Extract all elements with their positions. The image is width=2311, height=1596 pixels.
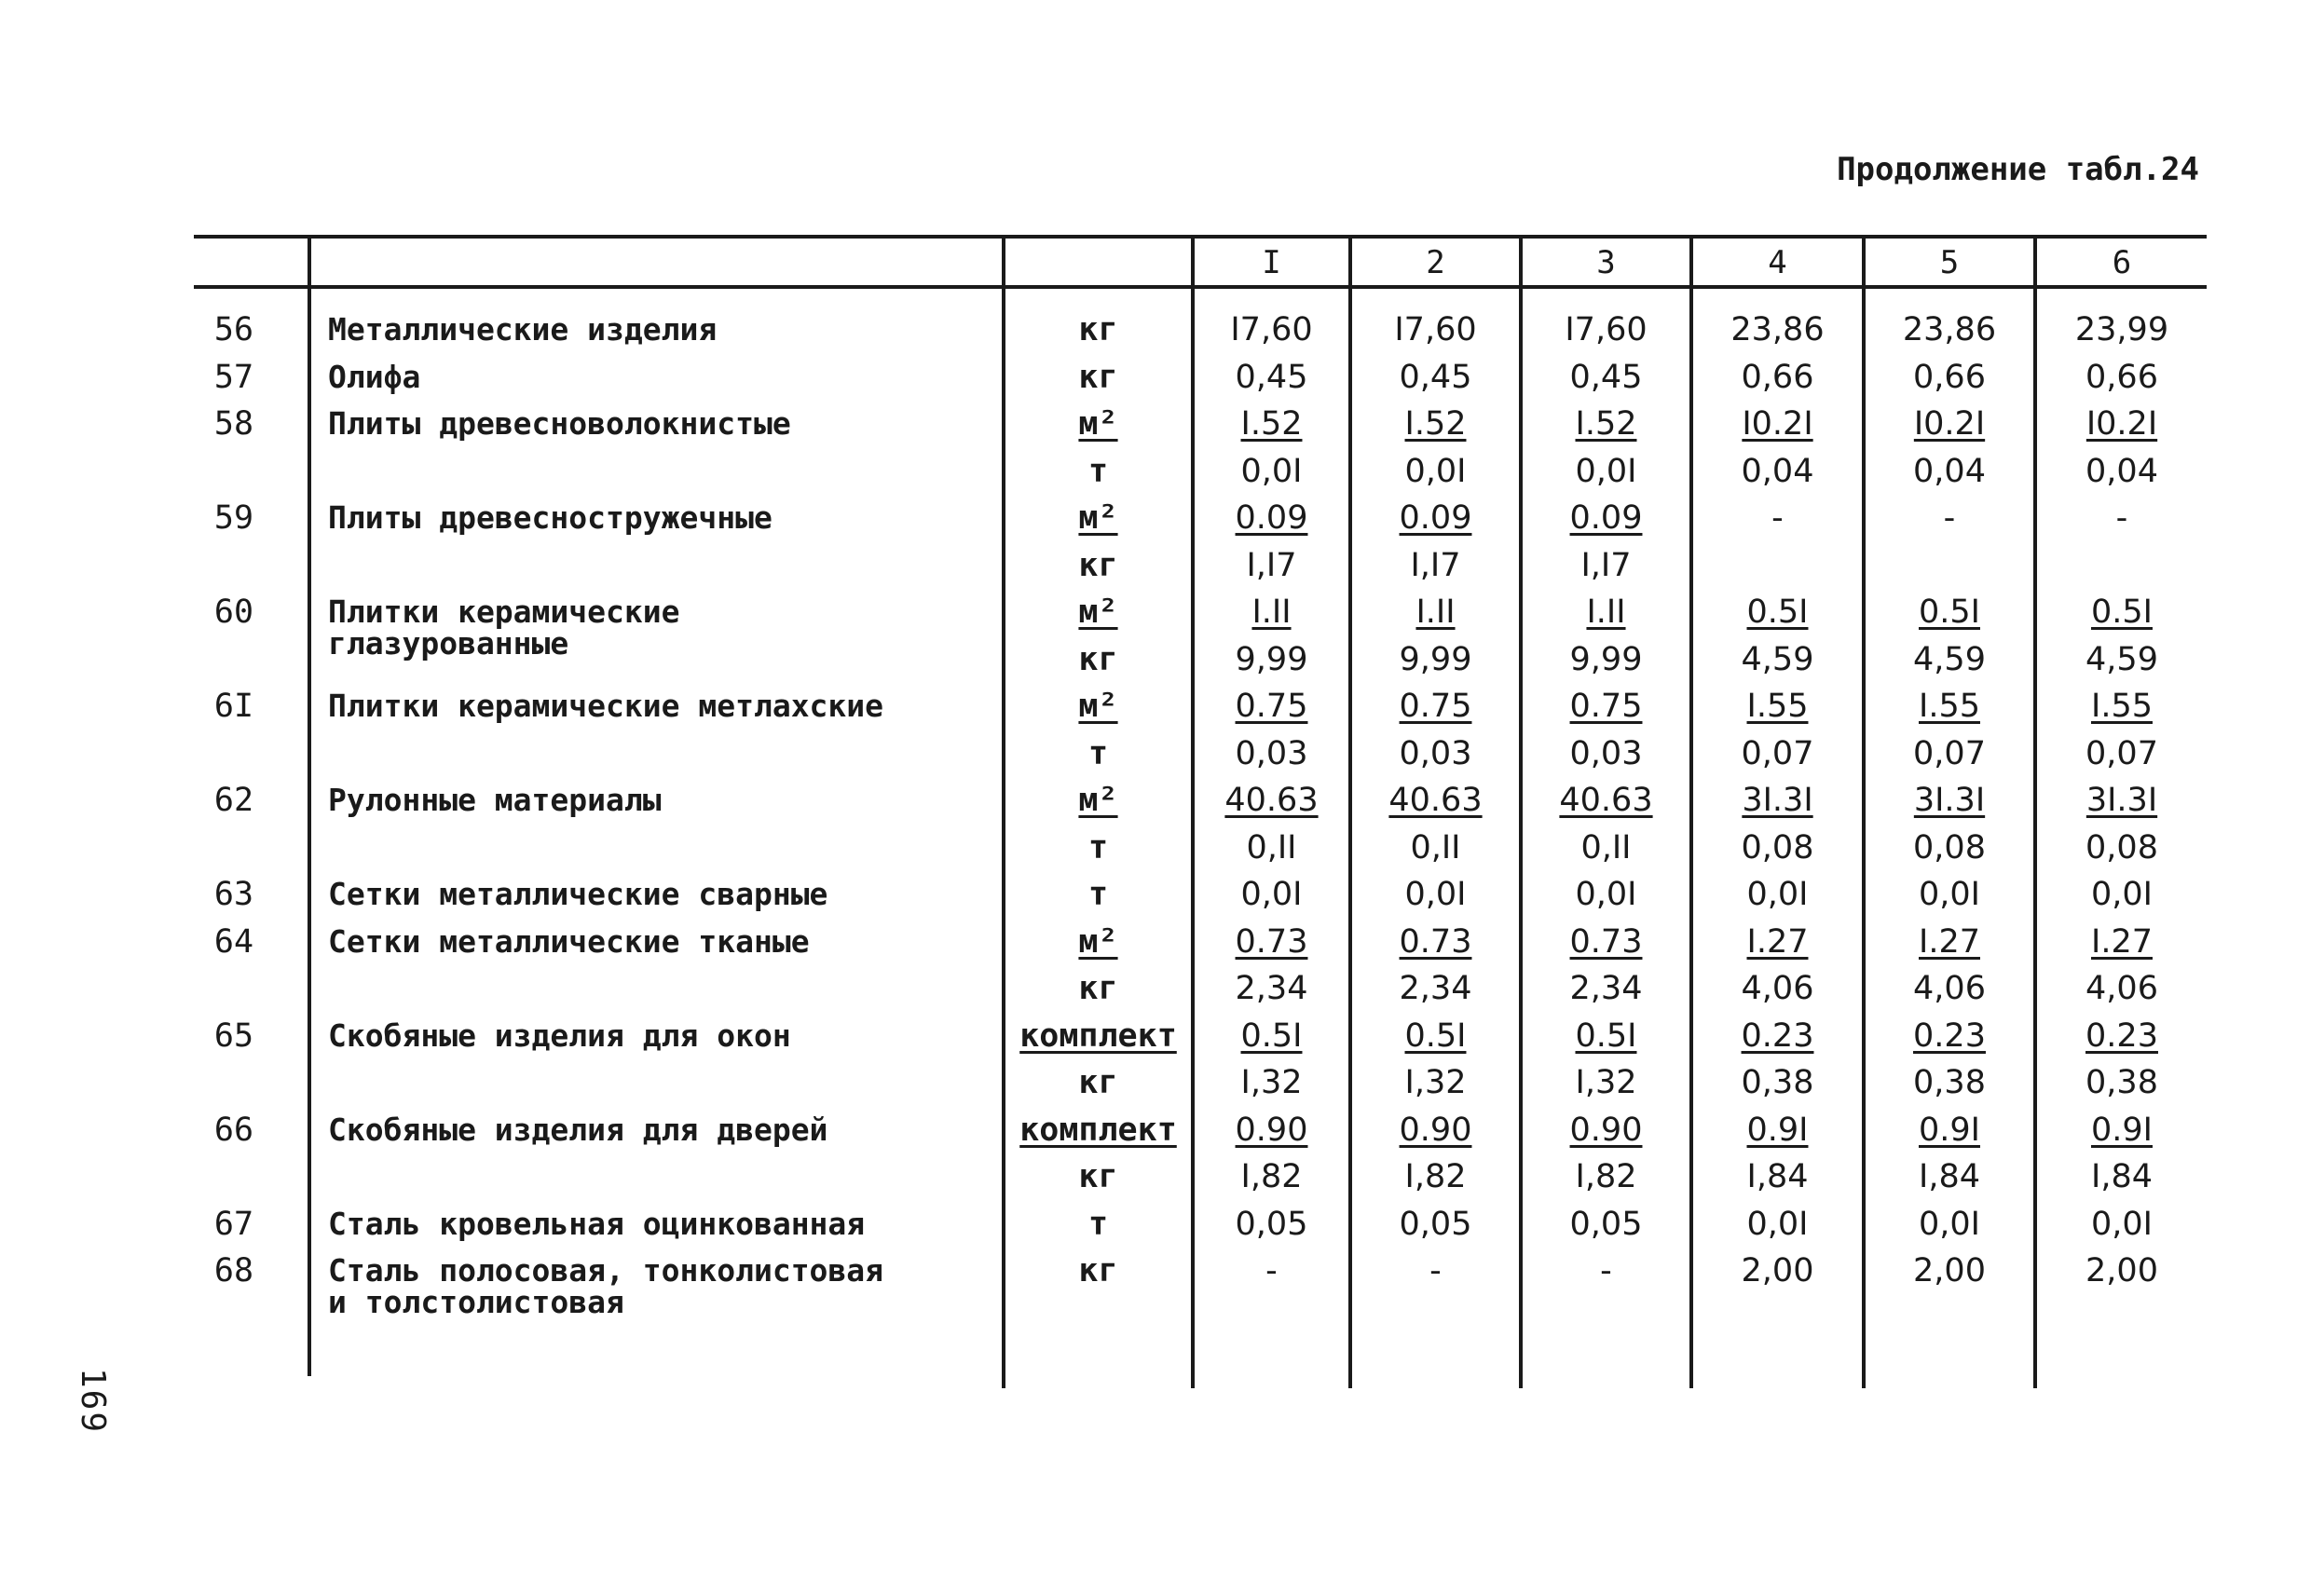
row-number: 67: [213, 1206, 254, 1243]
value-cell: 0.5I: [2091, 593, 2153, 631]
value-cell: I.27: [1746, 923, 1809, 961]
value-cell: I0.2I: [1913, 405, 1986, 443]
row-number: 59: [213, 499, 254, 537]
material-name: Металлические изделия: [328, 311, 718, 348]
value-cell: 0,04: [1913, 453, 1986, 490]
value-cell: 0,07: [1913, 735, 1986, 772]
value-cell: 23,99: [2074, 311, 2169, 348]
value-cell: I,I7: [1246, 547, 1297, 584]
value-cell: 4,59: [1741, 641, 1814, 678]
value-cell: 0.73: [1399, 923, 1472, 961]
value-cell: I.27: [1919, 923, 1980, 961]
value-cell: 0.9I: [2091, 1112, 2153, 1149]
row-number: 62: [213, 782, 254, 819]
unit-of-measure: т: [1087, 453, 1109, 490]
value-cell: I,32: [1575, 1064, 1637, 1101]
value-cell: -: [1771, 499, 1784, 537]
value-cell: 0,08: [1741, 829, 1814, 866]
value-cell: 0.23: [2085, 1017, 2158, 1055]
value-cell: 0,0I: [1575, 453, 1637, 490]
row-number: 64: [213, 923, 254, 961]
value-cell: I.II: [1415, 593, 1456, 631]
value-cell: I.II: [1251, 593, 1292, 631]
table-caption: Продолжение табл.24: [1837, 151, 2199, 188]
value-cell: 0,0I: [1240, 876, 1303, 913]
value-cell: I,82: [1240, 1158, 1303, 1195]
value-cell: 0,66: [1741, 359, 1814, 396]
unit-of-measure: т: [1087, 829, 1109, 866]
value-cell: I.52: [1404, 405, 1467, 443]
value-cell: 0.5I: [1240, 1017, 1303, 1055]
value-cell: 0,II: [1246, 829, 1297, 866]
value-cell: 0,03: [1569, 735, 1643, 772]
value-cell: 0.5I: [1919, 593, 1980, 631]
value-cell: 0,07: [2085, 735, 2158, 772]
unit-of-measure: кг: [1078, 359, 1118, 396]
value-cell: I,I7: [1410, 547, 1461, 584]
value-cell: 0,0I: [1919, 1206, 1980, 1243]
value-cell: I7,60: [1230, 311, 1313, 348]
unit-of-measure: т: [1087, 735, 1109, 772]
column-header-1: I: [1262, 244, 1281, 281]
value-cell: 0,66: [1913, 359, 1986, 396]
value-cell: 0,08: [1913, 829, 1986, 866]
value-cell: 0,0I: [1746, 1206, 1809, 1243]
value-cell: 0.73: [1569, 923, 1643, 961]
value-cell: 0,05: [1235, 1206, 1308, 1243]
row-number: 60: [213, 593, 254, 631]
value-cell: -: [2115, 499, 2128, 537]
value-cell: 0.75: [1569, 688, 1643, 725]
material-name: Плитки керамические метлахские: [328, 688, 884, 724]
material-name: Сталь полосовая, тонколистовая и толстолистовая: [328, 1252, 884, 1320]
material-name: Сталь кровельная оцинкованная: [328, 1206, 866, 1242]
value-cell: I0.2I: [1742, 405, 1813, 443]
material-name: Скобяные изделия для окон: [328, 1017, 791, 1054]
unit-of-measure: комплект: [1019, 1017, 1177, 1055]
value-cell: 3I.3I: [1742, 782, 1813, 819]
value-cell: 4,06: [1913, 970, 1986, 1007]
value-cell: I,I7: [1580, 547, 1632, 584]
unit-of-measure: м²: [1078, 782, 1118, 819]
value-cell: 0,04: [1741, 453, 1814, 490]
column-header-4: 4: [1768, 244, 1787, 281]
value-cell: 0,0I: [1746, 876, 1809, 913]
value-cell: 0,0I: [1404, 876, 1467, 913]
unit-of-measure: м²: [1078, 593, 1118, 631]
value-cell: 0,07: [1741, 735, 1814, 772]
unit-of-measure: т: [1087, 1206, 1109, 1243]
value-cell: I7,60: [1565, 311, 1648, 348]
value-cell: 0,II: [1410, 829, 1461, 866]
value-cell: 9,99: [1399, 641, 1472, 678]
row-number: 68: [213, 1252, 254, 1289]
unit-of-measure: кг: [1078, 311, 1118, 348]
material-name: Олифа: [328, 359, 421, 395]
value-cell: I,84: [2091, 1158, 2153, 1195]
value-cell: 0,45: [1569, 359, 1643, 396]
value-cell: I.55: [2091, 688, 2153, 725]
page-number: 169: [74, 1368, 112, 1435]
unit-of-measure: м²: [1078, 405, 1118, 443]
unit-of-measure: м²: [1078, 923, 1118, 961]
row-number: 6I: [213, 688, 254, 725]
value-cell: 4,59: [2085, 641, 2158, 678]
unit-of-measure: кг: [1078, 1064, 1118, 1101]
value-cell: 0,38: [1741, 1064, 1814, 1101]
column-header-3: 3: [1596, 244, 1616, 281]
value-cell: 2,34: [1569, 970, 1643, 1007]
value-cell: I,84: [1919, 1158, 1980, 1195]
value-cell: -: [1600, 1252, 1612, 1289]
value-cell: I0.2I: [2085, 405, 2158, 443]
value-cell: I.55: [1746, 688, 1809, 725]
value-cell: 0,0I: [1404, 453, 1467, 490]
value-cell: 0.23: [1913, 1017, 1986, 1055]
row-number: 56: [213, 311, 254, 348]
value-cell: 0,0I: [2091, 1206, 2153, 1243]
value-cell: 0,03: [1399, 735, 1472, 772]
value-cell: 0,05: [1399, 1206, 1472, 1243]
unit-of-measure: кг: [1078, 641, 1118, 678]
value-cell: I,32: [1404, 1064, 1467, 1101]
value-cell: 0.90: [1235, 1112, 1308, 1149]
value-cell: 4,06: [2085, 970, 2158, 1007]
unit-of-measure: комплект: [1019, 1112, 1177, 1149]
value-cell: 0,45: [1235, 359, 1308, 396]
unit-of-measure: кг: [1078, 970, 1118, 1007]
value-cell: 0,66: [2085, 359, 2158, 396]
value-cell: 0.09: [1569, 499, 1643, 537]
value-cell: 0.75: [1235, 688, 1308, 725]
value-cell: 40.63: [1224, 782, 1319, 819]
value-cell: I,32: [1240, 1064, 1303, 1101]
value-cell: 0.5I: [1404, 1017, 1467, 1055]
value-cell: 2,00: [2085, 1252, 2158, 1289]
value-cell: I.II: [1586, 593, 1626, 631]
unit-of-measure: м²: [1078, 499, 1118, 537]
value-cell: 4,59: [1913, 641, 1986, 678]
column-header-6: 6: [2112, 244, 2132, 281]
material-name: Сетки металлические сварные: [328, 876, 828, 912]
value-cell: 0,0I: [1575, 876, 1637, 913]
value-cell: -: [1943, 499, 1956, 537]
value-cell: 0,38: [2085, 1064, 2158, 1101]
value-cell: 2,34: [1399, 970, 1472, 1007]
row-number: 66: [213, 1112, 254, 1149]
unit-of-measure: кг: [1078, 1252, 1118, 1289]
material-name: Рулонные материалы: [328, 782, 662, 818]
value-cell: 0.73: [1235, 923, 1308, 961]
value-cell: 0,38: [1913, 1064, 1986, 1101]
value-cell: 0,0I: [1919, 876, 1980, 913]
unit-of-measure: м²: [1078, 688, 1118, 725]
row-number: 57: [213, 359, 254, 396]
value-cell: 0,03: [1235, 735, 1308, 772]
value-cell: 4,06: [1741, 970, 1814, 1007]
material-name: Скобяные изделия для дверей: [328, 1112, 828, 1148]
value-cell: 2,00: [1741, 1252, 1814, 1289]
value-cell: 40.63: [1388, 782, 1483, 819]
value-cell: 40.63: [1559, 782, 1653, 819]
value-cell: -: [1429, 1252, 1442, 1289]
value-cell: 0,05: [1569, 1206, 1643, 1243]
material-name: Плиты древесноволокнистые: [328, 405, 791, 442]
value-cell: I,84: [1746, 1158, 1809, 1195]
value-cell: 23,86: [1902, 311, 1997, 348]
value-cell: I.55: [1919, 688, 1980, 725]
value-cell: 0.9I: [1746, 1112, 1809, 1149]
row-number: 65: [213, 1017, 254, 1055]
value-cell: 23,86: [1730, 311, 1825, 348]
material-name: Плитки керамические глазурованные: [328, 593, 680, 662]
value-cell: 0.75: [1399, 688, 1472, 725]
unit-of-measure: кг: [1078, 1158, 1118, 1195]
value-cell: 0,II: [1580, 829, 1632, 866]
value-cell: 0.23: [1741, 1017, 1814, 1055]
unit-of-measure: т: [1087, 876, 1109, 913]
value-cell: 0.9I: [1919, 1112, 1980, 1149]
value-cell: 0,0I: [2091, 876, 2153, 913]
row-number: 58: [213, 405, 254, 443]
material-name: Плиты древесностружечные: [328, 499, 773, 536]
value-cell: 2,00: [1913, 1252, 1986, 1289]
column-header-2: 2: [1426, 244, 1445, 281]
value-cell: I,82: [1575, 1158, 1637, 1195]
value-cell: 9,99: [1569, 641, 1643, 678]
value-cell: 3I.3I: [1913, 782, 1986, 819]
material-name: Сетки металлические тканые: [328, 923, 810, 960]
value-cell: 0.5I: [1575, 1017, 1637, 1055]
value-cell: 0,08: [2085, 829, 2158, 866]
row-number: 63: [213, 876, 254, 913]
unit-of-measure: кг: [1078, 547, 1118, 584]
value-cell: 0.09: [1235, 499, 1308, 537]
value-cell: 0,0I: [1240, 453, 1303, 490]
value-cell: I.27: [2091, 923, 2153, 961]
column-header-5: 5: [1939, 244, 1960, 281]
value-cell: 9,99: [1235, 641, 1308, 678]
value-cell: 0.90: [1569, 1112, 1643, 1149]
value-cell: I,82: [1404, 1158, 1467, 1195]
value-cell: 2,34: [1235, 970, 1308, 1007]
value-cell: 0,45: [1399, 359, 1472, 396]
value-cell: 0.09: [1399, 499, 1472, 537]
value-cell: -: [1265, 1252, 1278, 1289]
value-cell: 3I.3I: [2085, 782, 2158, 819]
value-cell: 0.5I: [1746, 593, 1809, 631]
value-cell: I.52: [1240, 405, 1303, 443]
value-cell: I7,60: [1394, 311, 1477, 348]
value-cell: 0.90: [1399, 1112, 1472, 1149]
value-cell: I.52: [1575, 405, 1637, 443]
value-cell: 0,04: [2085, 453, 2158, 490]
